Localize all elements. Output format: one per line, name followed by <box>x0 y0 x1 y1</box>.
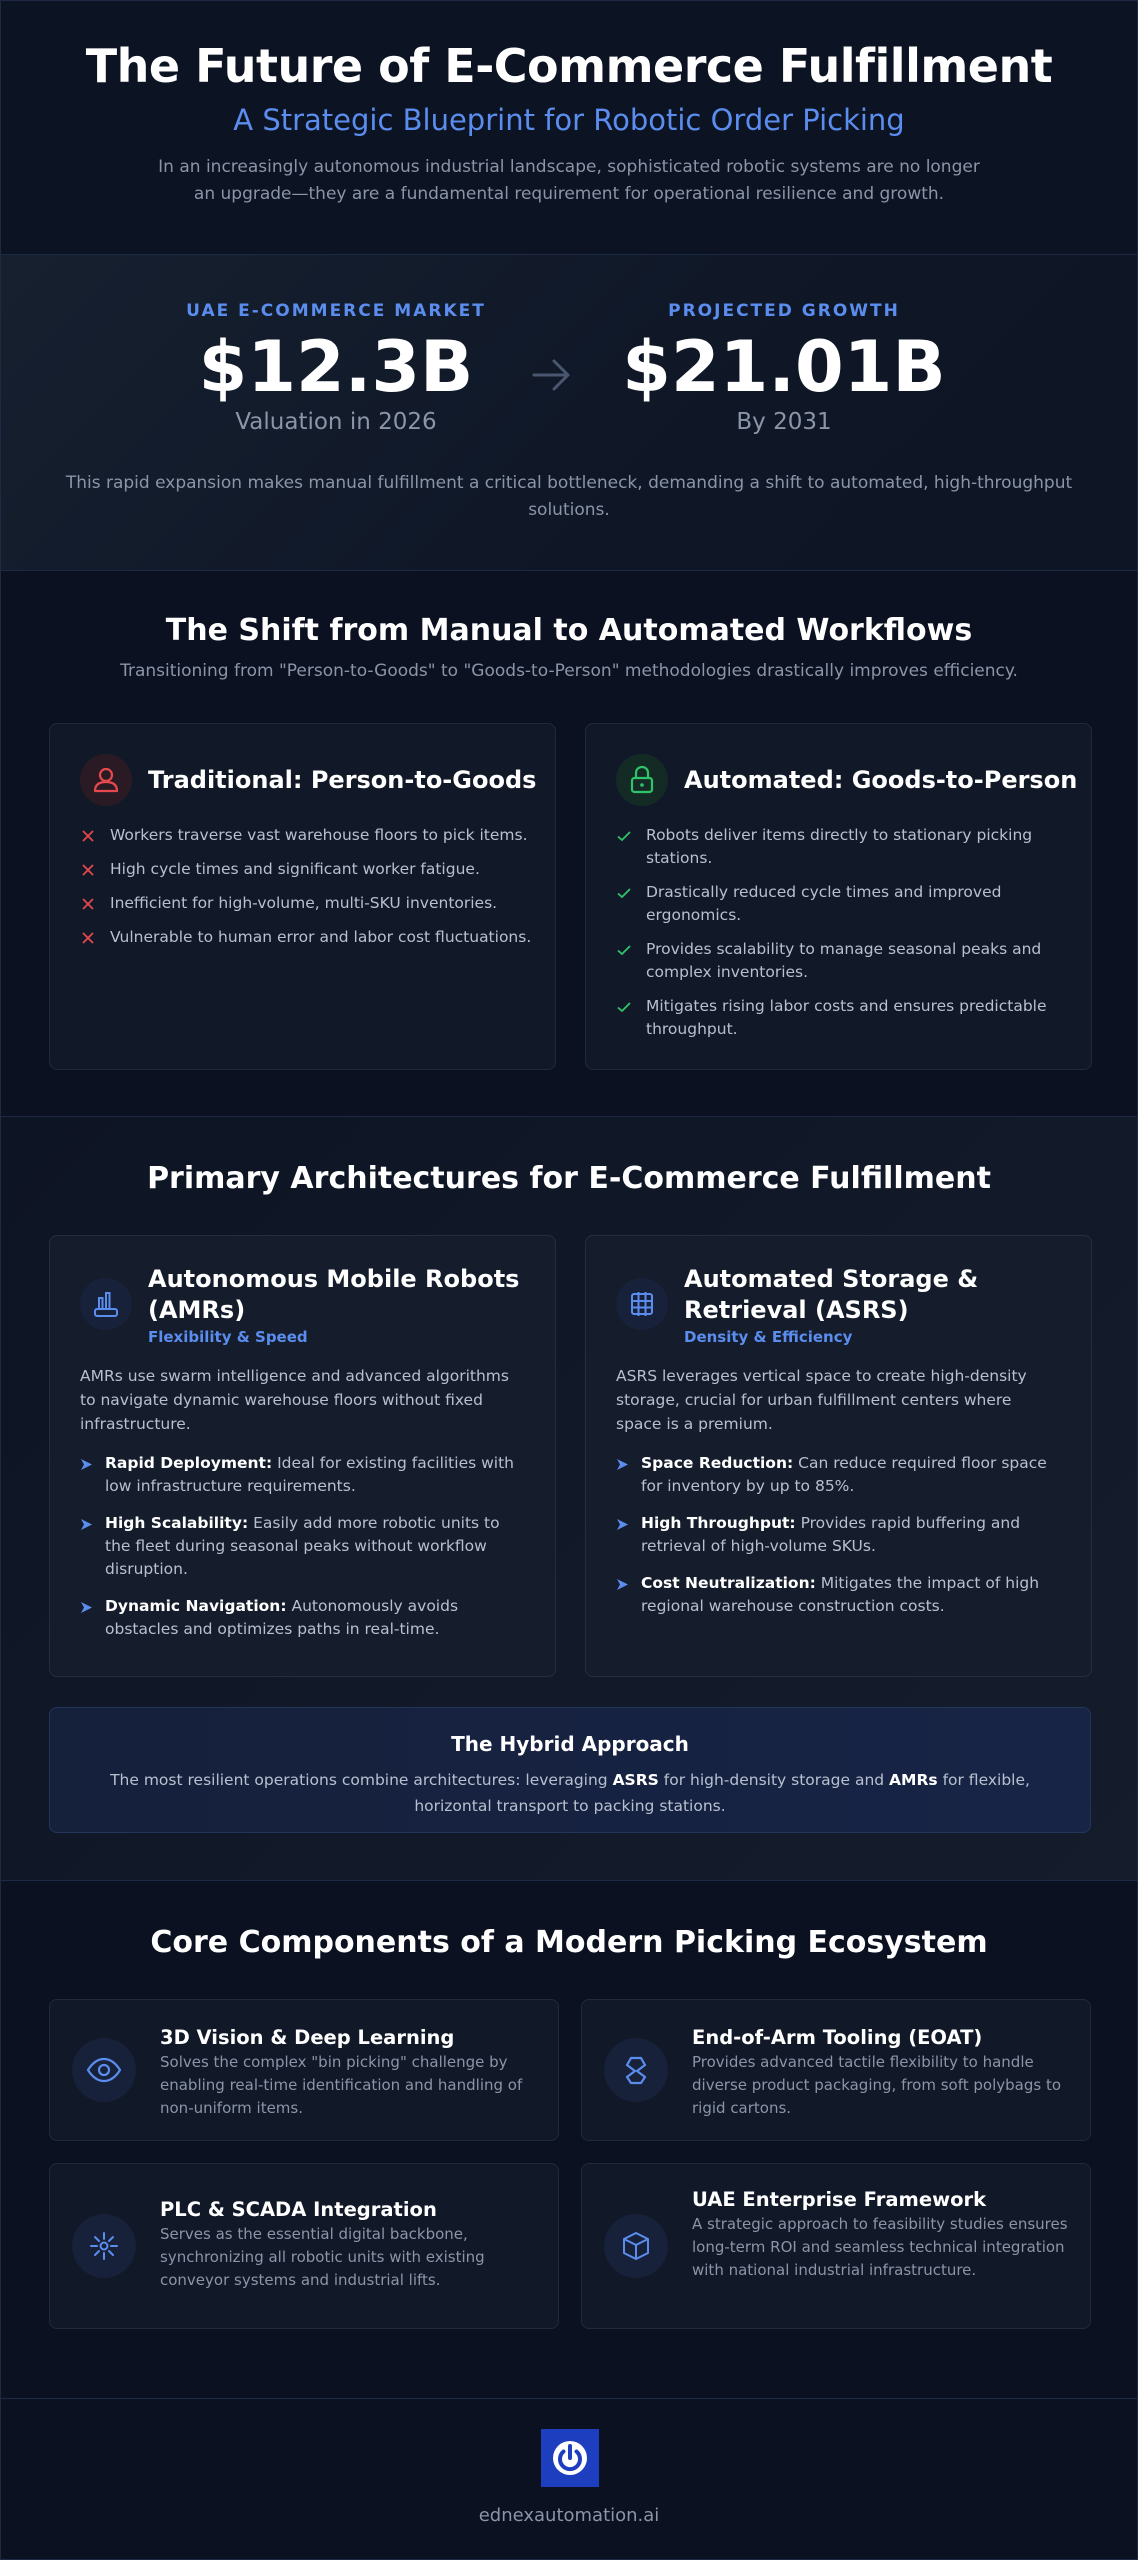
arrow-bullet-icon <box>616 1458 629 1471</box>
benefit-label: Rapid Deployment: <box>105 1454 273 1472</box>
component-title: UAE Enterprise Framework <box>692 2188 987 2211</box>
list-item <box>616 995 1071 1041</box>
benefit-label: High Scalability: <box>105 1514 249 1532</box>
arrow-bullet-icon <box>616 1518 629 1531</box>
list-item <box>616 824 1071 870</box>
component-card-eoat <box>581 1999 1091 2141</box>
component-card-plc <box>49 2163 559 2329</box>
list-item <box>80 1595 527 1641</box>
benefit-text: Autonomously avoids obstacles and optimizes paths in real-time. <box>105 1597 459 1638</box>
core-components-section <box>1 1881 1137 2399</box>
power-logo-icon <box>541 2429 599 2487</box>
market-stat-current <box>156 301 516 435</box>
stat-caption: By 2031 <box>736 409 832 435</box>
benefit-text: Can reduce required floor space for inventory by up to 85%. <box>641 1454 1047 1495</box>
eye-icon <box>72 2038 136 2102</box>
hybrid-bold-asrs: ASRS <box>612 1771 659 1789</box>
traditional-card <box>49 723 556 1070</box>
hybrid-description <box>70 1767 1070 1819</box>
card-title: Traditional: Person-to-Goods <box>148 766 537 794</box>
list-item <box>616 1512 1063 1558</box>
list-item-text: Vulnerable to human error and labor cost fluctuations. <box>110 928 532 946</box>
check-icon <box>616 999 632 1015</box>
x-icon <box>80 828 96 844</box>
hero-section <box>1 1 1137 254</box>
component-card-uae <box>581 2163 1091 2329</box>
section-title: Core Components of a Modern Picking Ecosystem <box>150 1925 988 1960</box>
component-title: 3D Vision & Deep Learning <box>160 2026 455 2049</box>
list-item <box>80 858 535 881</box>
arrow-right-icon <box>530 353 574 397</box>
list-item-text: Mitigates rising labor costs and ensures predictable throughput. <box>646 997 1047 1038</box>
hybrid-bold-amrs: AMRs <box>889 1771 938 1789</box>
list-item <box>80 1512 527 1581</box>
amr-card <box>49 1235 556 1677</box>
list-item-text: Provides scalability to manage seasonal peaks and complex inventories. <box>646 940 1042 981</box>
stat-value: $12.3B <box>198 326 474 408</box>
traditional-list <box>80 824 535 949</box>
hero-intro: In an increasingly autonomous industrial landscape, sophisticated robotic systems are no longer an upgrade—they are a fundamental requirement for operational resilience and growth. <box>158 157 980 204</box>
component-description: Solves the complex "bin picking" challenge by enabling real-time identification and handling of non-uniform items. <box>160 2053 523 2117</box>
component-title: End-of-Arm Tooling (EOAT) <box>692 2026 983 2049</box>
stat-label: PROJECTED GROWTH <box>668 301 900 321</box>
benefit-text: Mitigates the impact of high regional warehouse construction costs. <box>641 1574 1040 1615</box>
person-icon <box>80 754 132 806</box>
market-section <box>1 254 1137 571</box>
arrow-bullet-icon <box>80 1518 93 1531</box>
asrs-benefits <box>616 1452 1063 1632</box>
footer-url[interactable]: ednexautomation.ai <box>478 2505 660 2526</box>
grid-storage-icon <box>616 1278 668 1330</box>
benefit-label: Space Reduction: <box>641 1454 794 1472</box>
component-card-vision <box>49 1999 559 2141</box>
check-icon <box>616 942 632 958</box>
robot-arm-icon <box>80 1278 132 1330</box>
benefit-label: High Throughput: <box>641 1514 796 1532</box>
footer <box>1 2399 1137 2559</box>
automated-list <box>616 824 1071 1041</box>
card-title: Automated Storage & Retrieval (ASRS) <box>684 1265 979 1324</box>
component-description: A strategic approach to feasibility studies ensures long-term ROI and seamless technical integration with national industrial infrastructure. <box>692 2215 1068 2279</box>
hybrid-text-c: for flexible, horizontal transport to packing stations. <box>414 1771 1030 1815</box>
architectures-section <box>1 1117 1137 1881</box>
arrow-bullet-icon <box>80 1458 93 1471</box>
section-subtitle: Transitioning from "Person-to-Goods" to "Goods-to-Person" methodologies drastically improves efficiency. <box>120 661 1018 681</box>
stat-caption: Valuation in 2026 <box>235 409 437 435</box>
market-stat-projected <box>604 301 964 435</box>
list-item <box>80 1452 527 1498</box>
hybrid-text-b: for high-density storage and <box>658 1771 890 1789</box>
list-item <box>616 1452 1063 1498</box>
card-description: AMRs use swarm intelligence and advanced algorithms to navigate dynamic warehouse floors without fixed infrastructure. <box>80 1367 509 1433</box>
card-title: Autonomous Mobile Robots (AMRs) <box>148 1265 520 1324</box>
benefit-label: Cost Neutralization: <box>641 1574 816 1592</box>
arrow-bullet-icon <box>616 1578 629 1591</box>
list-item-text: Robots deliver items directly to stationary picking stations. <box>646 826 1033 867</box>
hybrid-title: The Hybrid Approach <box>451 1732 689 1756</box>
market-note: This rapid expansion makes manual fulfillment a critical bottleneck, demanding a shift to automated, high-throughput solutions. <box>65 473 1073 520</box>
list-item-text: High cycle times and significant worker fatigue. <box>110 860 480 878</box>
component-description: Serves as the essential digital backbone, synchronizing all robotic units with existing conveyor systems and industrial lifts. <box>160 2225 485 2289</box>
hybrid-text-a: The most resilient operations combine architectures: leveraging <box>110 1771 613 1789</box>
list-item-text: Workers traverse vast warehouse floors to pick items. <box>110 826 528 844</box>
list-item-text: Drastically reduced cycle times and improved ergonomics. <box>646 883 1002 924</box>
stat-label: UAE E-COMMERCE MARKET <box>186 301 486 321</box>
page-title: The Future of E-Commerce Fulfillment <box>85 39 1053 93</box>
stat-value: $21.01B <box>622 326 946 408</box>
amr-benefits <box>80 1452 527 1655</box>
section-title: The Shift from Manual to Automated Workflows <box>165 613 973 648</box>
asrs-card <box>585 1235 1092 1677</box>
card-description: ASRS leverages vertical space to create high-density storage, crucial for urban fulfillment centers where space is a premium. <box>616 1367 1027 1433</box>
x-icon <box>80 896 96 912</box>
benefit-label: Dynamic Navigation: <box>105 1597 287 1615</box>
page-subtitle: A Strategic Blueprint for Robotic Order Picking <box>233 103 905 137</box>
check-icon <box>616 828 632 844</box>
component-title: PLC & SCADA Integration <box>160 2198 437 2221</box>
arrow-bullet-icon <box>80 1601 93 1614</box>
cube-icon <box>604 2214 668 2278</box>
check-icon <box>616 885 632 901</box>
list-item <box>616 938 1071 984</box>
benefit-text: Provides rapid buffering and retrieval of high-volume SKUs. <box>641 1514 1021 1555</box>
x-icon <box>80 862 96 878</box>
automated-card <box>585 723 1092 1070</box>
benefit-text: Easily add more robotic units to the fleet during seasonal peaks without workflow disruption. <box>105 1514 500 1578</box>
gripper-icon <box>604 2038 668 2102</box>
card-tag: Flexibility & Speed <box>148 1328 308 1346</box>
x-icon <box>80 930 96 946</box>
list-item <box>80 926 535 949</box>
list-item <box>80 824 535 847</box>
network-hub-icon <box>72 2214 136 2278</box>
list-item <box>616 1572 1063 1618</box>
section-title: Primary Architectures for E-Commerce Fulfillment <box>147 1161 991 1196</box>
benefit-text: Ideal for existing facilities with low infrastructure requirements. <box>105 1454 514 1495</box>
card-title: Automated: Goods-to-Person <box>684 766 1078 794</box>
card-tag: Density & Efficiency <box>684 1328 853 1346</box>
unlock-icon <box>616 754 668 806</box>
list-item <box>80 892 535 915</box>
hybrid-approach-box <box>49 1707 1091 1833</box>
component-description: Provides advanced tactile flexibility to handle diverse product packaging, from soft polybags to rigid cartons. <box>692 2053 1062 2117</box>
list-item-text: Inefficient for high-volume, multi-SKU inventories. <box>110 894 498 912</box>
shift-section <box>1 571 1137 1117</box>
list-item <box>616 881 1071 927</box>
